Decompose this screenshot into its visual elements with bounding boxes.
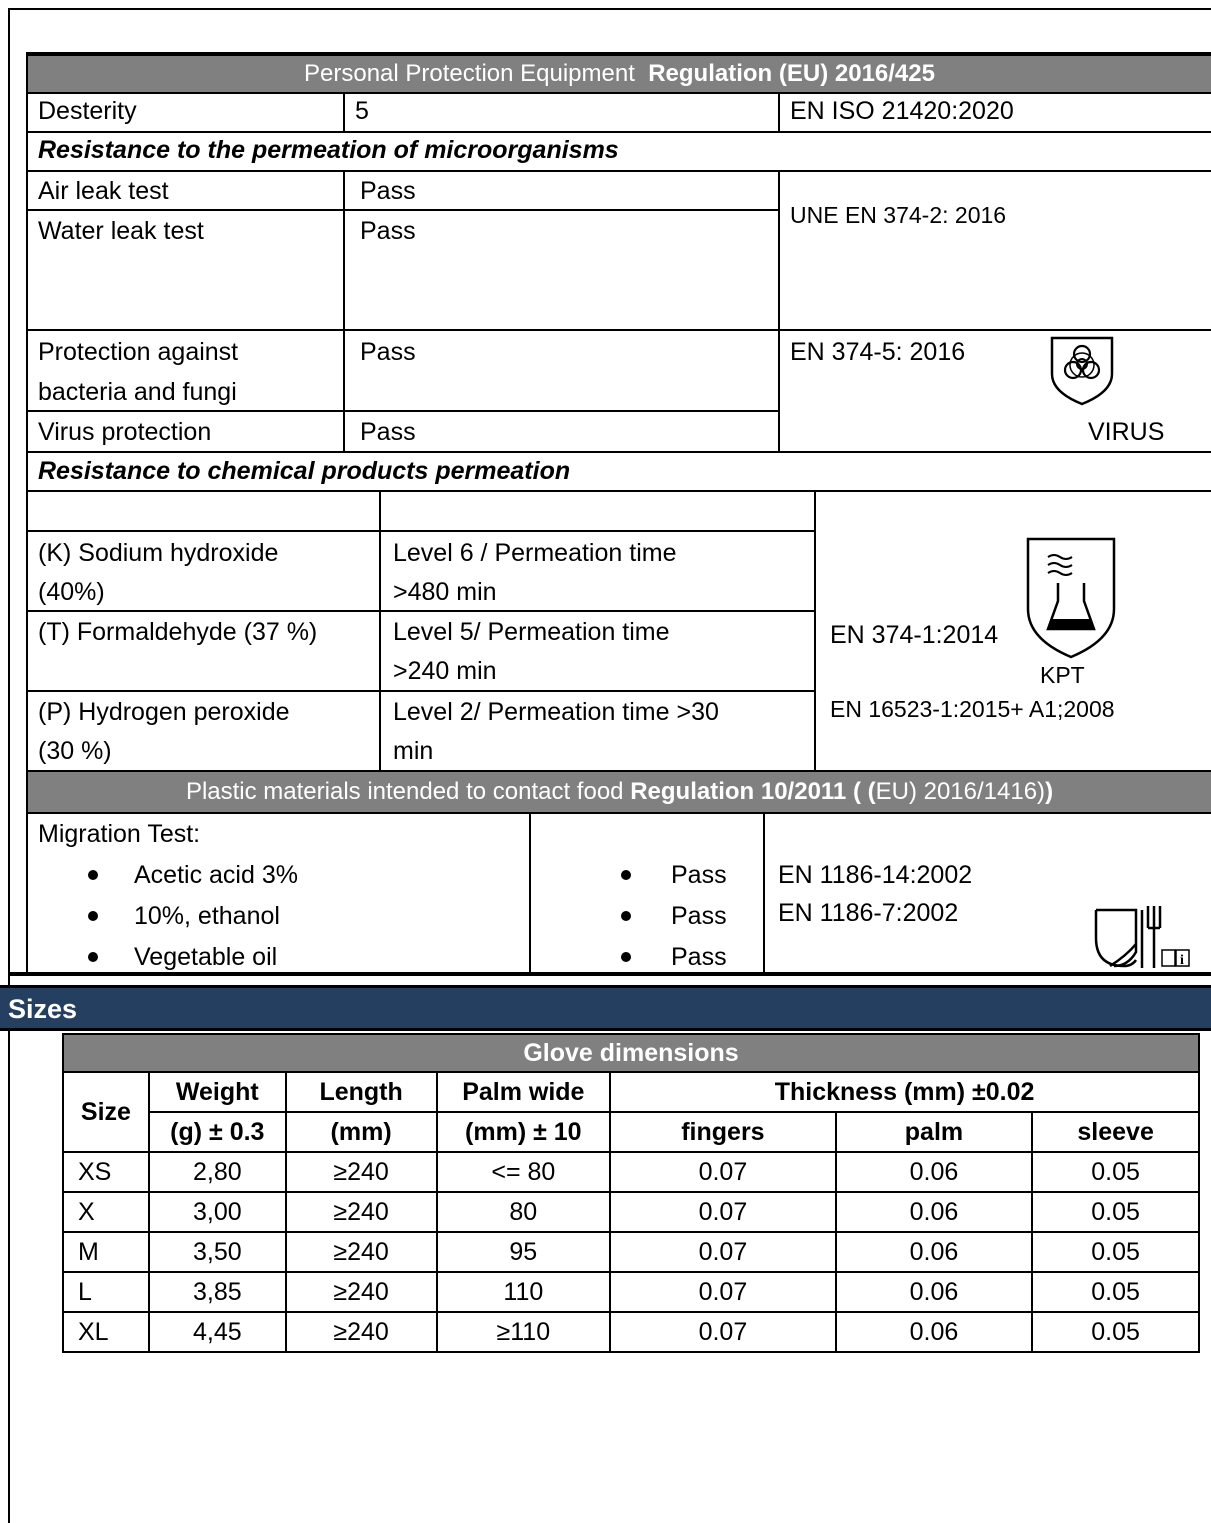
chem-mark: KPT — [1040, 662, 1085, 688]
col-header-weight-unit: (g) ± 0.3 — [149, 1112, 286, 1152]
dexterity-value: 5 — [355, 97, 369, 125]
cell-length: ≥240 — [286, 1312, 437, 1352]
cell-palm-wide: ≥110 — [437, 1312, 611, 1352]
cell-length: ≥240 — [286, 1192, 437, 1232]
bullet-icon — [621, 952, 631, 962]
dexterity-label: Desterity — [38, 97, 137, 125]
cell-fingers: 0.07 — [610, 1192, 836, 1232]
food-header-amendment: EU) 2016/1416) — [875, 778, 1046, 805]
cell-fingers: 0.07 — [610, 1312, 836, 1352]
dexterity-standard: EN ISO 21420:2020 — [790, 97, 1014, 125]
divider — [28, 812, 1211, 814]
chem-row-value: min — [393, 737, 434, 765]
cell-weight: 3,85 — [149, 1272, 286, 1312]
bullet-icon — [621, 911, 631, 921]
bullet-icon — [88, 870, 98, 880]
food-contact-icon — [1092, 904, 1192, 972]
migration-label: Migration Test: — [38, 820, 201, 848]
water-leak-value: Pass — [360, 217, 416, 245]
cell-fingers: 0.07 — [610, 1152, 836, 1192]
divider — [343, 92, 345, 131]
chem-section-title: Resistance to chemical products permeation — [38, 457, 571, 485]
chem-row-label: (30 %) — [38, 737, 112, 765]
bacteria-value: Pass — [360, 338, 416, 366]
table-row — [63, 1232, 1199, 1272]
col-header-palm-unit: (mm) ± 10 — [437, 1112, 611, 1152]
divider — [778, 170, 780, 451]
glove-dimensions-title: Glove dimensions — [63, 1034, 1199, 1072]
chem-standard: EN 374-1:2014 — [830, 621, 999, 649]
cell-length: ≥240 — [286, 1272, 437, 1312]
cell-length: ≥240 — [286, 1232, 437, 1272]
biohazard-icon — [1046, 334, 1118, 408]
bacteria-standard: EN 374-5: 2016 — [790, 338, 966, 366]
col-header-length: Length — [286, 1072, 437, 1112]
virus-label: Virus protection — [38, 418, 212, 446]
glove-dimensions-table — [62, 1033, 1200, 1353]
cell-palm-wide: 95 — [437, 1232, 611, 1272]
chemical-protection-icon — [1024, 535, 1118, 661]
leak-standard: UNE EN 374-2: 2016 — [790, 202, 1007, 228]
cell-sleeve: 0.05 — [1032, 1232, 1199, 1272]
cell-size: M — [63, 1232, 149, 1272]
cell-palm: 0.06 — [836, 1232, 1033, 1272]
cell-fingers: 0.07 — [610, 1272, 836, 1312]
cell-fingers: 0.07 — [610, 1232, 836, 1272]
col-header-fingers: fingers — [610, 1112, 836, 1152]
col-header-palm-wide: Palm wide — [437, 1072, 611, 1112]
sizes-section-bar — [0, 985, 1211, 1031]
divider — [778, 92, 780, 131]
migration-result: Pass — [671, 943, 727, 971]
table-row — [63, 1312, 1199, 1352]
ppe-header-text: Personal Protection Equipment — [304, 60, 635, 87]
water-leak-label: Water leak test — [38, 217, 204, 245]
food-header-regulation: Regulation 10/2011 ( ( — [630, 778, 876, 805]
col-header-size: Size — [63, 1072, 149, 1152]
bacteria-label-2: bacteria and fungi — [38, 378, 237, 406]
cell-length: ≥240 — [286, 1152, 437, 1192]
ppe-header — [28, 56, 1211, 92]
bullet-icon — [88, 911, 98, 921]
col-header-weight: Weight — [149, 1072, 286, 1112]
divider — [763, 812, 765, 975]
table-row — [63, 1192, 1199, 1232]
page-top-border — [8, 8, 1211, 10]
bullet-icon — [88, 952, 98, 962]
cell-palm-wide: <= 80 — [437, 1152, 611, 1192]
cell-weight: 4,45 — [149, 1312, 286, 1352]
table-row — [63, 1272, 1199, 1312]
divider — [28, 329, 1211, 331]
cell-palm: 0.06 — [836, 1192, 1033, 1232]
food-header-close: ) — [1045, 778, 1054, 805]
chem-row-label: (40%) — [38, 578, 105, 606]
chem-row-value: Level 5/ Permeation time — [393, 618, 670, 646]
migration-test: 10%, ethanol — [134, 902, 280, 930]
divider — [343, 170, 345, 451]
cell-palm: 0.06 — [836, 1272, 1033, 1312]
cell-palm-wide: 110 — [437, 1272, 611, 1312]
cell-size: XS — [63, 1152, 149, 1192]
bacteria-label-1: Protection against — [38, 338, 239, 366]
cell-size: X — [63, 1192, 149, 1232]
divider — [28, 530, 816, 532]
virus-mark: VIRUS — [1088, 418, 1165, 446]
chem-standard-2: EN 16523-1:2015+ A1;2008 — [830, 696, 1115, 722]
micro-section-title: Resistance to the permeation of microorganisms — [38, 136, 619, 164]
cell-sleeve: 0.05 — [1032, 1192, 1199, 1232]
virus-value: Pass — [360, 418, 416, 446]
cell-palm: 0.06 — [836, 1152, 1033, 1192]
chem-row-value: Level 2/ Permeation time >30 — [393, 698, 719, 726]
food-standard-2: EN 1186-7:2002 — [778, 899, 959, 927]
table-left-border — [26, 52, 28, 975]
migration-result: Pass — [671, 902, 727, 930]
divider — [28, 170, 1211, 172]
ppe-header-regulation: Regulation (EU) 2016/425 — [648, 60, 935, 87]
food-header — [28, 772, 1211, 812]
cell-weight: 3,00 — [149, 1192, 286, 1232]
cell-size: XL — [63, 1312, 149, 1352]
col-header-sleeve: sleeve — [1032, 1112, 1199, 1152]
cell-weight: 2,80 — [149, 1152, 286, 1192]
chem-row-value: Level 6 / Permeation time — [393, 539, 677, 567]
col-header-length-unit: (mm) — [286, 1112, 437, 1152]
divider — [814, 490, 816, 770]
chem-row-value: >480 min — [393, 578, 497, 606]
chem-row-label: (K) Sodium hydroxide — [38, 539, 279, 567]
chem-row-value: >240 min — [393, 657, 497, 685]
cell-sleeve: 0.05 — [1032, 1152, 1199, 1192]
cell-weight: 3,50 — [149, 1232, 286, 1272]
sizes-title: Sizes — [8, 994, 78, 1024]
divider — [28, 490, 1211, 492]
air-leak-value: Pass — [360, 177, 416, 205]
migration-test: Acetic acid 3% — [134, 861, 298, 889]
cell-sleeve: 0.05 — [1032, 1272, 1199, 1312]
cell-sleeve: 0.05 — [1032, 1312, 1199, 1352]
migration-test: Vegetable oil — [134, 943, 278, 971]
divider — [529, 812, 531, 975]
col-header-palm: palm — [836, 1112, 1033, 1152]
migration-result: Pass — [671, 861, 727, 889]
table-top-border — [26, 52, 1211, 56]
table-row — [63, 1152, 1199, 1192]
page-left-border — [8, 8, 10, 1523]
svg-text:i: i — [1180, 953, 1184, 968]
col-header-thickness: Thickness (mm) ±0.02 — [610, 1072, 1199, 1112]
air-leak-label: Air leak test — [38, 177, 169, 205]
bullet-icon — [621, 870, 631, 880]
divider — [28, 690, 816, 692]
chem-row-label: (P) Hydrogen peroxide — [38, 698, 290, 726]
divider — [379, 490, 381, 770]
divider — [28, 92, 1211, 94]
cell-palm-wide: 80 — [437, 1192, 611, 1232]
food-standard-1: EN 1186-14:2002 — [778, 861, 973, 889]
cell-size: L — [63, 1272, 149, 1312]
food-header-text: Plastic materials intended to contact food — [185, 778, 624, 805]
cell-palm: 0.06 — [836, 1312, 1033, 1352]
chem-row-label: (T) Formaldehyde (37 %) — [38, 618, 318, 646]
